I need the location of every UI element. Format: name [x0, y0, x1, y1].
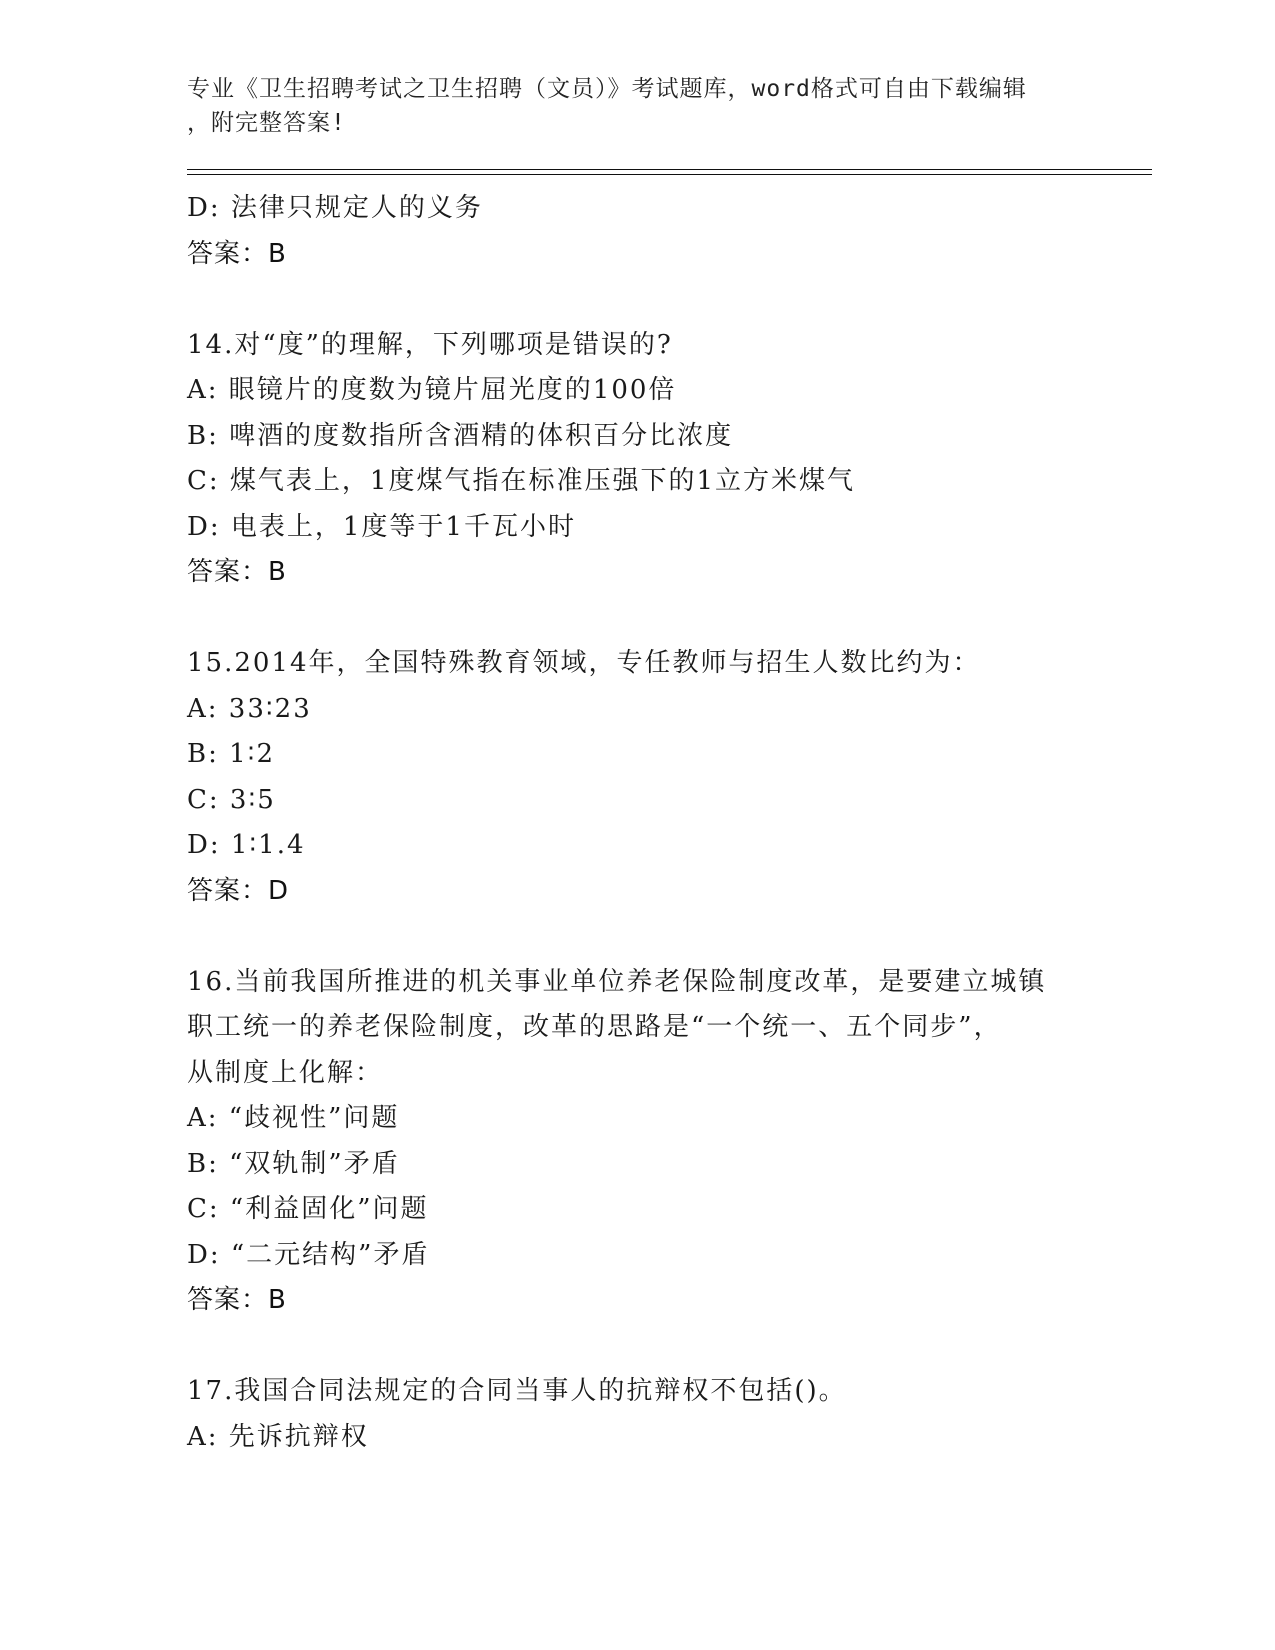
header-divider-top	[187, 169, 1152, 170]
answer-line: 答案：B	[187, 1285, 287, 1315]
answer-line: 答案：B	[187, 238, 287, 269]
option-d: D: 法律只规定人的义务	[187, 193, 483, 223]
option-b: B: “双轨制”矛盾	[187, 1148, 400, 1179]
header-subtitle-line: ，附完整答案!	[187, 110, 346, 136]
option-d: D: 1∶1.4	[187, 830, 306, 860]
document-header	[187, 72, 1087, 140]
option-d: D: 电表上，1度等于1千瓦小时	[187, 511, 576, 542]
option-b: B: 1∶2	[187, 739, 275, 769]
question-text: 16.当前我国所推进的机关事业单位养老保险制度改革，是要建立城镇	[187, 966, 1047, 997]
question-15	[187, 641, 1087, 914]
header-title-line: 专业《卫生招聘考试之卫生招聘（文员）》考试题库，word格式可自由下载编辑	[187, 76, 1027, 102]
option-c: C: 煤气表上，1度煤气指在标准压强下的1立方米煤气	[187, 466, 856, 496]
answer-line: 答案：D	[187, 875, 290, 906]
question-text: 17.我国合同法规定的合同当事人的抗辩权不包括()。	[187, 1376, 847, 1406]
question-content	[187, 186, 1087, 1460]
question-16	[187, 960, 1087, 1324]
question-text: 14.对“度”的理解，下列哪项是错误的?	[187, 329, 673, 360]
question-14	[187, 323, 1087, 596]
option-b: B: 啤酒的度数指所含酒精的体积百分比浓度	[187, 420, 734, 451]
spacer	[187, 1324, 1087, 1370]
answer-line: 答案：B	[187, 557, 287, 587]
option-a: A: 33∶23	[187, 693, 312, 724]
spacer	[187, 596, 1087, 642]
question-text-continued: 职工统一的养老保险制度，改革的思路是“一个统一、五个同步”，	[187, 1012, 1002, 1042]
spacer	[187, 914, 1087, 960]
prev-question-tail	[187, 186, 1087, 277]
option-d: D: “二元结构”矛盾	[187, 1239, 430, 1270]
question-text-continued: 从制度上化解：	[187, 1057, 384, 1088]
option-a: A: 眼镜片的度数为镜片屈光度的100倍	[187, 375, 677, 405]
option-c: C: 3∶5	[187, 784, 276, 815]
option-a: A: 先诉抗辩权	[187, 1421, 369, 1452]
option-c: C: “利益固化”问题	[187, 1194, 429, 1224]
spacer	[187, 277, 1087, 323]
question-text: 15.2014年，全国特殊教育领域，专任教师与招生人数比约为：	[187, 648, 981, 678]
header-divider-bottom	[187, 174, 1152, 175]
question-17	[187, 1369, 1087, 1460]
option-a: A: “歧视性”问题	[187, 1103, 400, 1133]
